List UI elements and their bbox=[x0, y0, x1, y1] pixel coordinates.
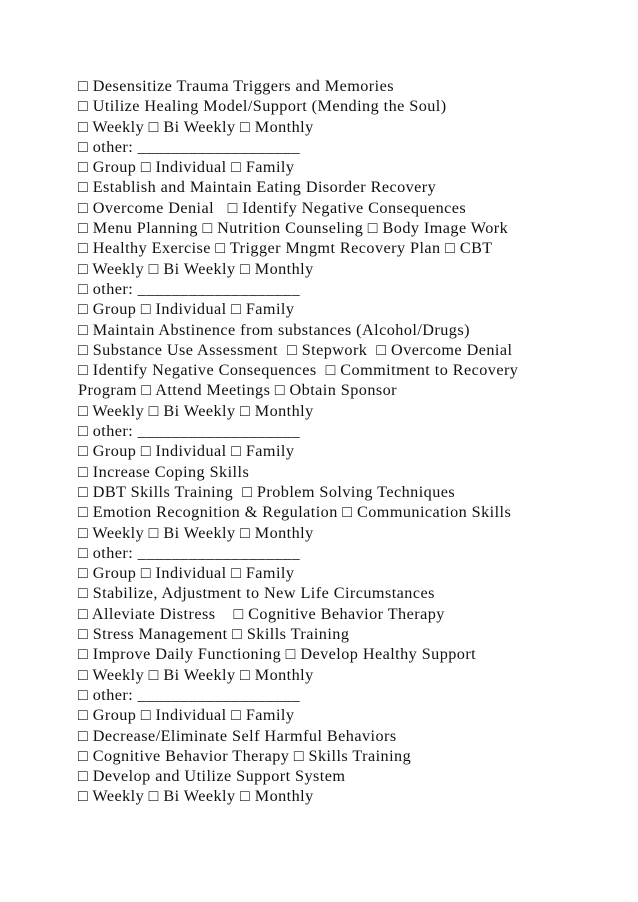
text-line: □ Increase Coping Skills bbox=[78, 462, 250, 481]
text-line: □ Weekly □ Bi Weekly □ Monthly bbox=[78, 259, 314, 278]
text-line: □ Overcome Denial □ Identify Negative Consequences bbox=[78, 198, 467, 217]
text-line: □ Stabilize, Adjustment to New Life Circumstances bbox=[78, 584, 435, 603]
text-line: □ other: ___________________ bbox=[78, 543, 301, 562]
text-line: □ Alleviate Distress □ Cognitive Behavior Therapy bbox=[78, 604, 445, 623]
text-line: □ other: ___________________ bbox=[78, 422, 301, 441]
text-line: □ Group □ Individual □ Family bbox=[78, 564, 295, 583]
text-line: □ Develop and Utilize Support System bbox=[78, 767, 346, 786]
text-line: □ Healthy Exercise □ Trigger Mngmt Recovery Plan □ CBT bbox=[78, 239, 493, 258]
text-line: □ Identify Negative Consequences □ Commitment to Recovery bbox=[78, 361, 519, 380]
text-line: □ other: ___________________ bbox=[78, 279, 301, 298]
text-line: □ other: ___________________ bbox=[78, 685, 301, 704]
text-line: □ Menu Planning □ Nutrition Counseling □ Body Image Work bbox=[78, 219, 509, 238]
text-line: □ Weekly □ Bi Weekly □ Monthly bbox=[78, 117, 314, 136]
text-line: □ Weekly □ Bi Weekly □ Monthly bbox=[78, 401, 314, 420]
text-line: □ other: ___________________ bbox=[78, 137, 301, 156]
text-line: □ Cognitive Behavior Therapy □ Skills Training bbox=[78, 746, 412, 765]
text-line: □ Group □ Individual □ Family bbox=[78, 158, 295, 177]
text-line: □ Decrease/Eliminate Self Harmful Behaviors bbox=[78, 726, 397, 745]
text-line: □ Establish and Maintain Eating Disorder Recovery bbox=[78, 178, 437, 197]
text-line: □ Group □ Individual □ Family bbox=[78, 442, 295, 461]
text-line: □ Stress Management □ Skills Training bbox=[78, 625, 350, 644]
text-line: Program □ Attend Meetings □ Obtain Sponsor bbox=[78, 381, 398, 400]
text-line: □ Substance Use Assessment □ Stepwork □ Overcome Denial bbox=[78, 340, 513, 359]
text-line: □ Group □ Individual □ Family bbox=[78, 300, 295, 319]
text-line: □ Desensitize Trauma Triggers and Memories bbox=[78, 77, 394, 95]
text-line: □ Utilize Healing Model/Support (Mending the Soul) bbox=[78, 97, 447, 116]
text-line: □ Improve Daily Functioning □ Develop Healthy Support bbox=[78, 645, 477, 664]
text-line: □ Emotion Recognition & Regulation □ Communication Skills bbox=[78, 503, 512, 522]
text-line: □ Weekly □ Bi Weekly □ Monthly bbox=[78, 665, 314, 684]
text-line: □ Weekly □ Bi Weekly □ Monthly bbox=[78, 787, 314, 806]
text-line: □ Maintain Abstinence from substances (Alcohol/Drugs) bbox=[78, 320, 470, 339]
text-line: □ Group □ Individual □ Family bbox=[78, 706, 295, 725]
text-line: □ DBT Skills Training □ Problem Solving Techniques bbox=[78, 482, 456, 501]
document-page bbox=[78, 76, 618, 807]
text-line: □ Weekly □ Bi Weekly □ Monthly bbox=[78, 523, 314, 542]
